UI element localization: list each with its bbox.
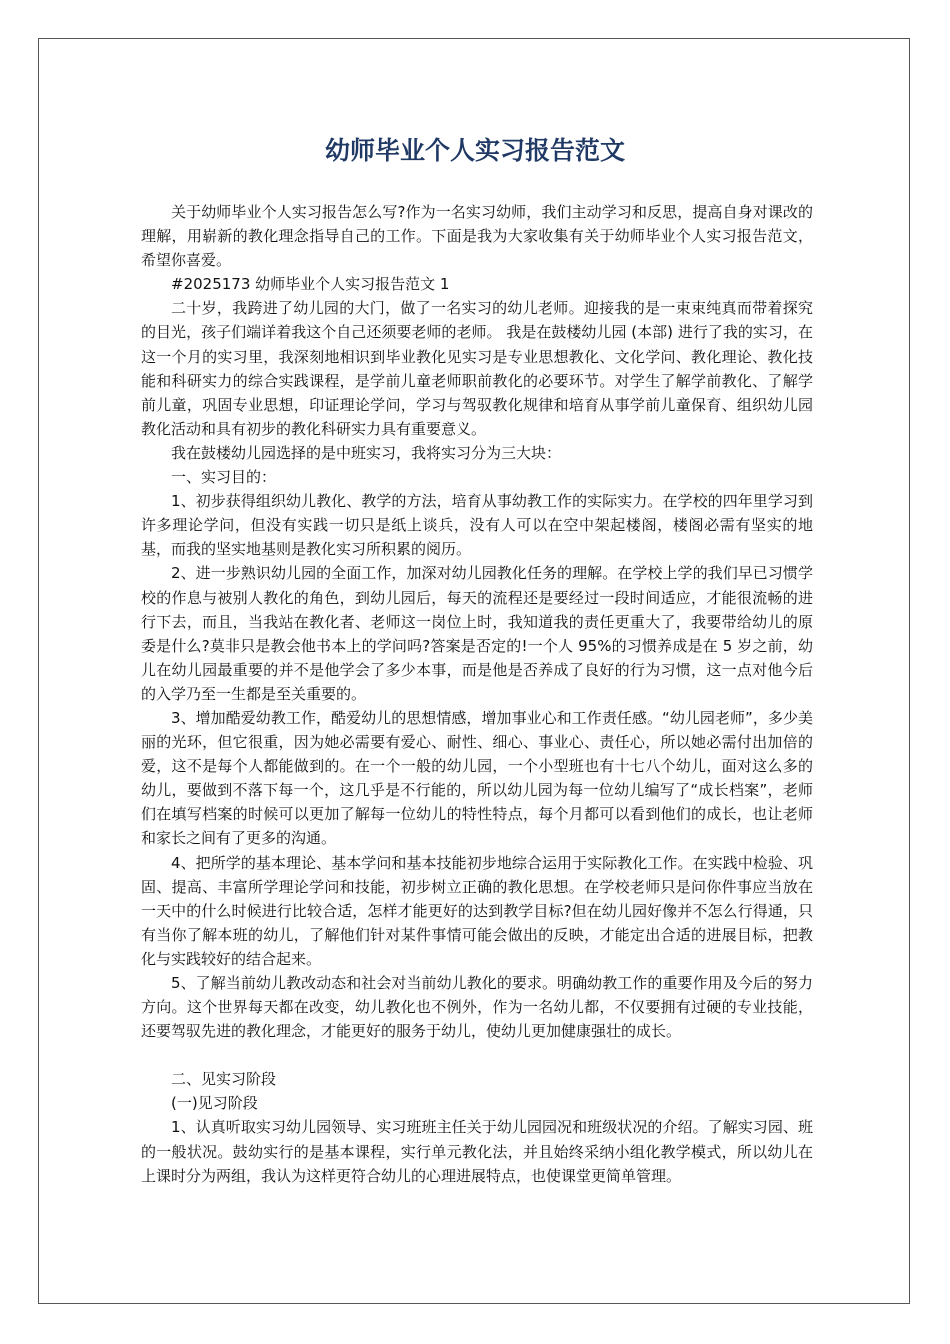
- subsection-heading-observation: (一)见习阶段: [171, 1094, 258, 1113]
- document-title: 幼师毕业个人实习报告范文: [324, 136, 625, 165]
- paragraph-purpose-4: 4、把所学的基本理论、基本学问和基本技能初步地综合运用于实际教化工作。在实践中检验、巩固、提高、丰富所学理论学问和技能，初步树立正确的教化思想。在学校老师只是问你件事应当放在一天中的什么时候进行比较合适，怎样才能更好的达到教学目标?但在幼儿园好像并不怎么行得通，只有当你了解本班的幼儿，了解他们针对某件事情可能会做出的反映，才能定出合适的进展目标，把教化与实践较好的结合起来。: [141, 853, 813, 968]
- paragraph-intro: 关于幼师毕业个人实习报告怎么写?作为一名实习幼师，我们主动学习和反思，提高自身对课改的理解，用崭新的教化理念指导自己的工作。下面是我为大家收集有关于幼师毕业个人实习报告范文，希望你喜爱。: [141, 203, 813, 270]
- paragraph-purpose-2: 2、进一步熟识幼儿园的全面工作，加深对幼儿园教化任务的理解。在学校上学的我们早已习惯学校的作息与被别人教化的角色，到幼儿园后，每天的流程还是要经过一段时间适应，才能很流畅的进行下去，而且，当我站在教化者、老师这一岗位上时，我知道我的责任更重大了，我要带给幼儿的原委是什么?莫非只是教会他书本上的学问吗?答案是否定的!一个人 95%的习惯养成是在 5 岁之前，幼儿在幼儿园最重要的并不是他学会了多少本事，而是他是否养成了良好的行为习惯，这一点对他今后的入学乃至一生都是至关重要的。: [141, 564, 813, 703]
- paragraph-purpose-1: 1、初步获得组织幼儿教化、教学的方法，培育从事幼教工作的实际实力。在学校的四年里学习到许多理论学问，但没有实践一切只是纸上谈兵，没有人可以在空中架起楼阁，楼阁必需有坚实的地基，而我的坚实地基则是教化实习所积累的阅历。: [141, 492, 813, 559]
- paragraph-observation-1: 1、认真听取实习幼儿园领导、实习班班主任关于幼儿园园况和班级状况的介绍。了解实习园、班的一般状况。鼓幼实行的是基本课程，实行单元教化法，并且始终采纳小组化教学模式，所以幼儿在上课时分为两组，我认为这样更符合幼儿的心理进展特点，也使课堂更简单管理。: [141, 1118, 813, 1185]
- paragraph-essay-heading: #2025173 幼师毕业个人实习报告范文 1: [171, 275, 450, 294]
- paragraph-internship-plan: 我在鼓楼幼儿园选择的是中班实习，我将实习分为三大块：: [171, 443, 562, 462]
- paragraph-purpose-3: 3、增加酷爱幼教工作，酷爱幼儿的思想情感，增加事业心和工作责任感。“幼儿园老师”，多少美丽的光环，但它很重，因为她必需要有爱心、耐性、细心、事业心、责任心，所以她必需付出加倍的爱，这不是每个人都能做到的。在一个一般的幼儿园，一个小型班也有十七八个幼儿，面对这么多的幼儿，要做到不落下每一个，这几乎是不行能的，所以幼儿园为每一位幼儿编写了“成长档案”，老师们在填写档案的时候可以更加了解每一位幼儿的特性特点，每个月都可以看到他们的成长，也让老师和家长之间有了更多的沟通。: [141, 708, 813, 848]
- document-body: [141, 200, 813, 1188]
- paragraph-purpose-5: 5、了解当前幼儿教改动态和社会对当前幼儿教化的要求。明确幼教工作的重要作用及今后的努力方向。这个世界每天都在改变，幼儿教化也不例外，作为一名幼儿都，不仅要拥有过硬的专业技能，还要驾驭先进的教化理念，才能更好的服务于幼儿，使幼儿更加健康强壮的成长。: [141, 974, 813, 1041]
- paragraph-opening: 二十岁，我跨进了幼儿园的大门，做了一名实习的幼儿老师。迎接我的是一束束纯真而带着探究的目光，孩子们端详着我这个自己还须要老师的老师。 我是在鼓楼幼儿园 (本部) 进行了我的实习，在这一个月的实习里，我深刻地相识到毕业教化见实习是专业思想教化、文化学问、教化理论、教化技能和科研实力的综合实践课程，是学前儿童老师职前教化的必要环节。对学生了解学前教化、了解学前儿童，巩固专业思想，印证理论学问，学习与驾驭教化规律和培育从事学前儿童保育、组织幼儿园教化活动和具有初步的教化科研实力具有重要意义。: [141, 299, 813, 438]
- section-heading-stages: 二、见实习阶段: [171, 1070, 277, 1089]
- section-heading-purpose: 一、实习目的：: [171, 468, 277, 487]
